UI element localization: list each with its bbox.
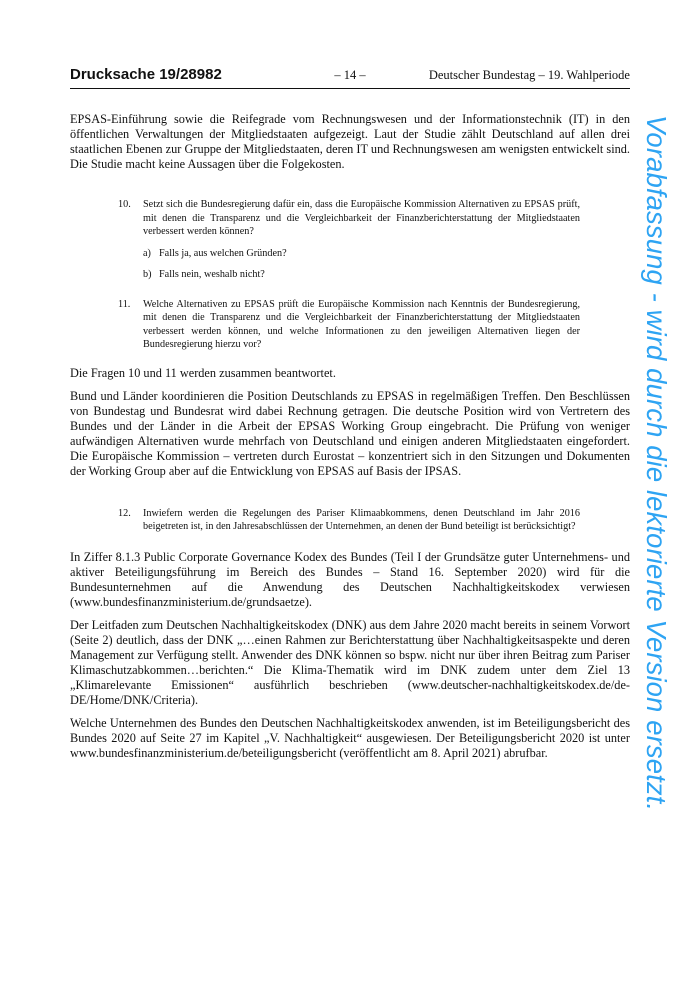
document-body [70, 112, 630, 769]
sub-question-b [143, 268, 580, 282]
answer-paragraph: Der Leitfaden zum Deutschen Nachhaltigkeitskodex (DNK) aus dem Jahre 2020 macht bereits in seinem Vorwort (Seite 2) deutlich, dass der DNK „…einen Rahmen zur Berichterstattung über Nachhaltigkeitsaspekte und deren Management zur Verfügung stellt. Anwender des DNK können so bspw. nicht nur über ihren Beitrag zum Pariser Klimaschutzabkommen…berichten.“ Die Klima-Thematik wird im DNK zudem unter dem Ziel 13 „Klimarelevante Emissionen“ ausführlich beschrieben (www.deutscher-nachhaltigkeitskodex.de/de-DE/Home/DNK/Criteria). [70, 617, 630, 707]
question-text: Setzt sich die Bundesregierung dafür ein, dass die Europäische Kommission Alternativen zu EPSAS prüft, mit denen die Transparenz und die Vergleichbarkeit der Finanzberichterstattung der Mitgliedstaaten verbessert werden können? [143, 199, 580, 237]
question-number: 11. [118, 298, 131, 310]
sub-question-a [143, 247, 580, 261]
page-header [70, 66, 630, 88]
intro-paragraph: EPSAS-Einführung sowie die Reifegrade vom Rechnungswesen und der Informationstechnik (IT) in den öffentlichen Verwaltungen der Mitgliedstaaten aufgezeigt. Laut der Studie zählt Deutschland auf allen drei staatlichen Ebenen zur Gruppe der Mitgliedstaaten, deren IT und Rechnungswesen am wenigsten entwickelt sind. Die Studie macht keine Aussagen über die Folgekosten. [70, 112, 630, 171]
question-11 [118, 298, 580, 352]
sub-label: b) [143, 269, 152, 280]
question-number: 10. [118, 199, 131, 210]
question-text: Welche Alternativen zu EPSAS prüft die Europäische Kommission nach Kenntnis der Bundesregierung, mit denen die Transparenz und die Vergleichbarkeit der Finanzberichterstattung der Mitgliedstaaten verbessert werden können, und welche Informationen zu den jeweiligen Alternativen liegen der Bundesregierung hierzu vor? [143, 298, 580, 350]
draft-watermark: Vorabfassung - wird durch die lektorierte Version ersetzt. [641, 115, 672, 812]
answer-paragraph: Welche Unternehmen des Bundes den Deutschen Nachhaltigkeitskodex anwenden, ist im Beteiligungsbericht des Bundes 2020 auf Seite 27 im Kapitel „V. Nachhaltigkeit“ ausgewiesen. Der Beteiligungsbericht 2020 ist unter www.bundesfinanzministerium.de/beteiligungsbericht (veröffentlicht am 8. April 2021) abrufbar. [70, 715, 630, 760]
answer-paragraph: In Ziffer 8.1.3 Public Corporate Governance Kodex des Bundes (Teil I der Grundsätze guter Unternehmens- und aktiver Beteiligungsführung im Bereich des Bundes – Stand 16. September 2020) wird für die Bundesunternehmen auf die Anwendung des Deutschen Nachhaltigkeitskodex verwiesen (www.bundesfinanzministerium.de/grundsaetze). [70, 549, 630, 609]
question-10 [118, 198, 580, 282]
answer-paragraph: Bund und Länder koordinieren die Position Deutschlands zu EPSAS in regelmäßigen Treffen. Den Beschlüssen von Bundestag und Bundesrat wird dabei Rechnung getragen. Die deutsche Position wird von Vertretern des Bundes und der Länder in die Arbeit der EPSAS Working Group eingebracht. Die Prüfung von weniger aufwändigen Alternativen wurde mehrfach von Deutschland und einigen anderen Mitgliedstaaten eingefordert. Die Europäische Kommission – vertreten durch Eurostat – konzentriert sich in den Sitzungen und Dokumenten der Working Group aber auf die Entwicklung von EPSAS auf Basis der IPSAS. [70, 388, 630, 478]
question-number: 12. [118, 507, 131, 519]
sub-label: a) [143, 247, 151, 259]
question-text-block [143, 198, 580, 282]
question-text: Inwiefern werden die Regelungen des Pariser Klimaabkommens, denen Deutschland im Jahr 2016 beigetreten ist, in den Jahresabschlüssen der Unternehmen, an denen der Bund beteiligt ist berücksichtigt? [143, 507, 580, 532]
question-12 [118, 507, 580, 534]
document-number: Drucksache 19/28982 [70, 66, 222, 83]
publisher-label: Deutscher Bundestag – 19. Wahlperiode [428, 68, 630, 82]
answer-paragraph: Die Fragen 10 und 11 werden zusammen beantwortet. [70, 365, 336, 380]
sub-text: Falls ja, aus welchen Gründen? [159, 247, 287, 259]
sub-text: Falls nein, weshalb nicht? [159, 269, 265, 280]
header-rule [70, 88, 630, 89]
page-number: – 14 – [334, 68, 366, 82]
